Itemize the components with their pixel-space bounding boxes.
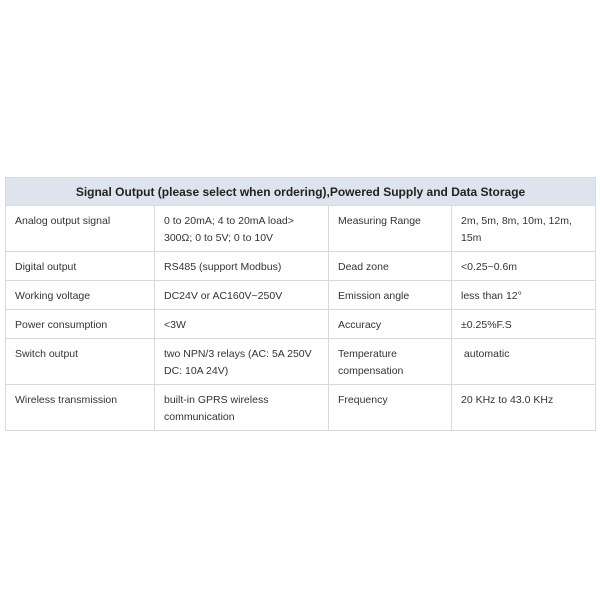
table-row <box>6 339 596 385</box>
spec-value: less than 12° <box>452 281 596 310</box>
spec-value: automatic <box>452 339 596 385</box>
spec-label: Power consumption <box>6 310 155 339</box>
table-row <box>6 310 596 339</box>
spec-value: 0 to 20mA; 4 to 20mA load> 300Ω; 0 to 5V; 0 to 10V <box>155 206 329 252</box>
table-row <box>6 252 596 281</box>
spec-value: built-in GPRS wireless communication <box>155 385 329 431</box>
spec-value: ±0.25%F.S <box>452 310 596 339</box>
spec-label: Digital output <box>6 252 155 281</box>
table-row <box>6 281 596 310</box>
spec-table <box>5 177 596 431</box>
spec-label: Wireless transmission <box>6 385 155 431</box>
spec-value: RS485 (support Modbus) <box>155 252 329 281</box>
spec-label: Frequency <box>329 385 452 431</box>
spec-label: Measuring Range <box>329 206 452 252</box>
spec-value: DC24V or AC160V~250V <box>155 281 329 310</box>
spec-value: <0.25~0.6m <box>452 252 596 281</box>
spec-value: <3W <box>155 310 329 339</box>
spec-value: 20 KHz to 43.0 KHz <box>452 385 596 431</box>
table-title: Signal Output (please select when ordering),Powered Supply and Data Storage <box>6 178 596 206</box>
spec-label: Analog output signal <box>6 206 155 252</box>
table-row <box>6 385 596 431</box>
spec-label: Emission angle <box>329 281 452 310</box>
spec-label: Accuracy <box>329 310 452 339</box>
spec-value: two NPN/3 relays (AC: 5A 250V DC: 10A 24V) <box>155 339 329 385</box>
spec-label: Dead zone <box>329 252 452 281</box>
spec-label: Working voltage <box>6 281 155 310</box>
spec-label: Switch output <box>6 339 155 385</box>
table-row <box>6 206 596 252</box>
spec-label: Temperature compensation <box>329 339 452 385</box>
table-header-row <box>6 178 596 206</box>
spec-value: 2m, 5m, 8m, 10m, 12m, 15m <box>452 206 596 252</box>
